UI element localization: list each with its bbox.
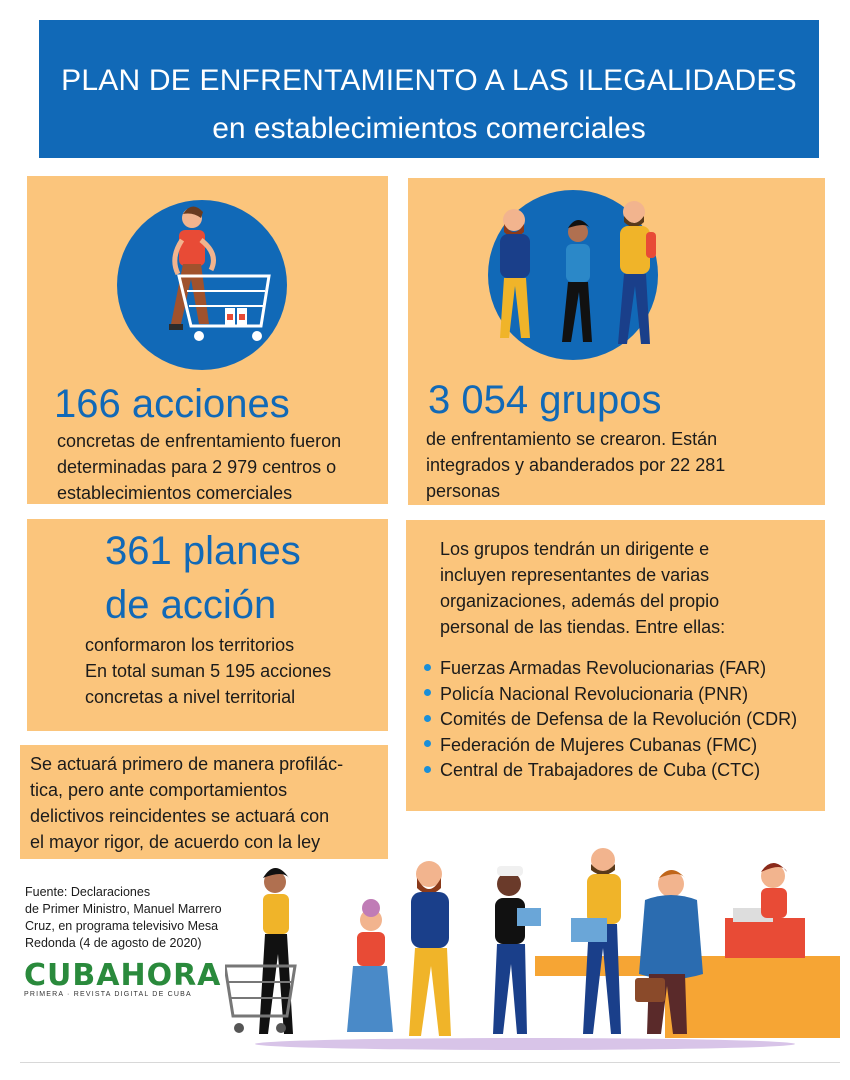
grupos-line-3: personas xyxy=(426,481,501,501)
grupos-headline: 3 054 grupos xyxy=(428,378,662,422)
org-fmc: Federación de Mujeres Cubanas (FMC) xyxy=(440,734,758,755)
bullet-icon xyxy=(424,740,431,747)
list-item xyxy=(424,707,797,733)
intro-line-3: organizaciones, además del propio xyxy=(440,591,720,611)
source-line-1: Fuente: Declaraciones xyxy=(25,885,151,899)
intro-line-4: personal de las tiendas. Entre ellas: xyxy=(440,617,726,637)
card-nota xyxy=(20,745,388,859)
grupos-line-2: integrados y abanderados por 22 281 xyxy=(426,455,726,475)
acciones-line-1: concretas de enfrentamiento fueron xyxy=(57,431,342,451)
nota-line-1: Se actuará primero de manera profilác- xyxy=(30,754,344,774)
org-far: Fuerzas Armadas Revolucionarias (FAR) xyxy=(440,658,767,678)
nota-line-3: delictivos reincidentes se actuará con xyxy=(30,806,330,826)
card-grupos xyxy=(408,178,825,505)
shopper-illustration xyxy=(117,196,307,371)
header-title-line1: PLAN DE ENFRENTAMIENTO A LAS ILEGALIDADES xyxy=(61,64,797,97)
cubahora-logo xyxy=(24,958,221,998)
source-line-3: Cruz, en programa televisivo Mesa xyxy=(25,919,219,933)
planes-headline-line1: 361 planes xyxy=(105,529,301,573)
card-organizaciones xyxy=(406,520,825,811)
logo-word: CUBAHORA xyxy=(24,958,222,993)
planes-line-1: conformaron los territorios xyxy=(85,635,295,655)
organizaciones-list xyxy=(424,656,797,784)
bullet-icon xyxy=(424,766,431,773)
logo-tagline: PRIMERA · REVISTA DIGITAL DE CUBA xyxy=(24,991,192,998)
source-line-2: de Primer Ministro, Manuel Marrero xyxy=(25,902,222,916)
group-illustration xyxy=(478,186,678,366)
planes-line-3: concretas a nivel territorial xyxy=(85,687,296,707)
queue-illustration xyxy=(225,848,840,1053)
planes-text xyxy=(85,632,331,710)
list-item xyxy=(424,758,797,784)
org-cdr: Comités de Defensa de la Revolución (CDR) xyxy=(440,709,798,729)
acciones-headline: 166 acciones xyxy=(54,382,290,426)
acciones-text xyxy=(57,428,341,506)
grupos-text xyxy=(426,426,725,504)
organizaciones-intro xyxy=(440,536,725,640)
grupos-line-1: de enfrentamiento se crearon. Están xyxy=(426,429,718,449)
list-item xyxy=(424,733,797,759)
acciones-line-3: establecimientos comerciales xyxy=(57,483,293,503)
intro-line-1: Los grupos tendrán un dirigente e xyxy=(440,539,710,559)
org-pnr: Policía Nacional Revolucionaria (PNR) xyxy=(440,683,749,704)
nota-text xyxy=(30,751,386,855)
planes-headline-line2: de acción xyxy=(105,583,277,627)
source-note xyxy=(25,884,235,952)
card-acciones xyxy=(27,176,388,504)
header-banner xyxy=(39,20,819,158)
intro-line-2: incluyen representantes de varias xyxy=(440,565,710,585)
bullet-icon xyxy=(424,689,431,696)
acciones-line-2: determinadas para 2 979 centros o xyxy=(57,457,337,477)
planes-line-2: En total suman 5 195 acciones xyxy=(85,661,332,681)
card-planes xyxy=(27,519,388,731)
bottom-divider xyxy=(20,1062,840,1063)
bullet-icon xyxy=(424,715,431,722)
nota-line-4: el mayor rigor, de acuerdo con la ley xyxy=(30,832,321,852)
source-line-4: Redonda (4 de agosto de 2020) xyxy=(25,936,202,950)
bullet-icon xyxy=(424,664,431,671)
list-item xyxy=(424,656,797,682)
header-title-line2: en establecimientos comerciales xyxy=(212,112,646,145)
nota-line-2: tica, pero ante comportamientos xyxy=(30,780,288,800)
org-ctc: Central de Trabajadores de Cuba (CTC) xyxy=(440,760,761,780)
list-item xyxy=(424,682,797,708)
